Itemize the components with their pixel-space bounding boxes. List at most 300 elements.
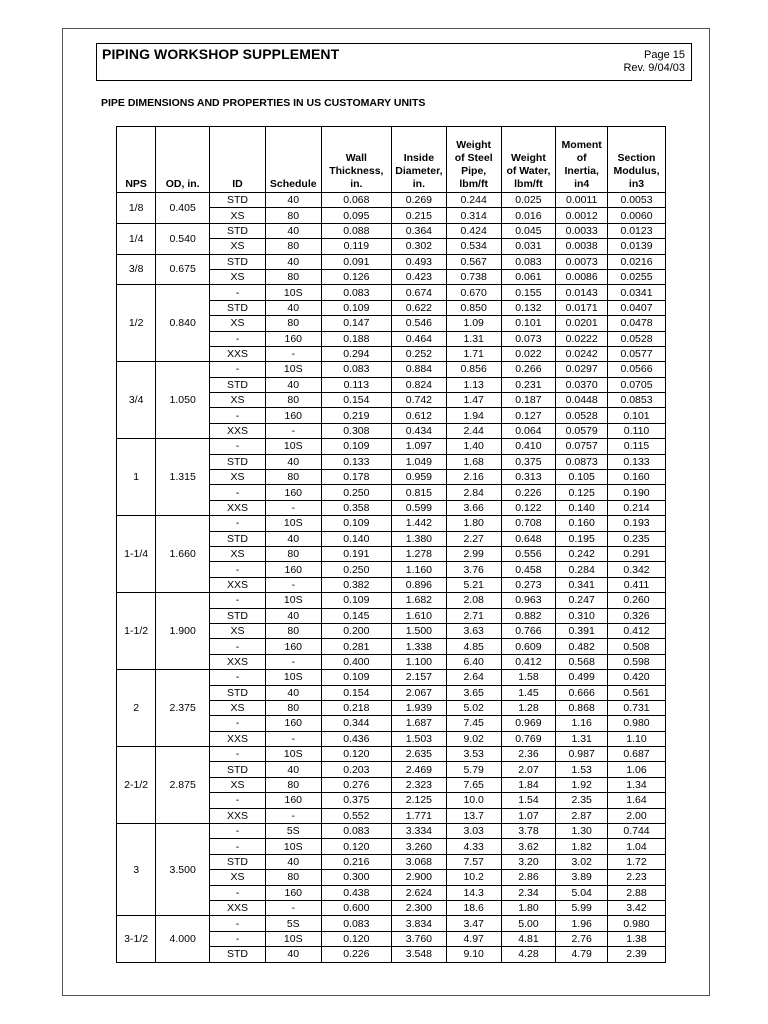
id-cell: - — [210, 516, 266, 531]
schedule-cell: 40 — [265, 854, 321, 869]
schedule-cell: - — [265, 423, 321, 438]
id-cell: XS — [210, 316, 266, 331]
moment-of-inertia-cell: 0.0579 — [556, 423, 608, 438]
inside-diameter-cell: 2.125 — [391, 793, 446, 808]
wall-thickness-cell: 0.375 — [321, 793, 391, 808]
steel-weight-cell: 0.856 — [446, 362, 501, 377]
inside-diameter-cell: 2.300 — [391, 900, 446, 915]
water-weight-cell: 0.127 — [501, 408, 556, 423]
table-row — [117, 285, 666, 300]
section-modulus-cell: 2.00 — [608, 808, 666, 823]
page-info — [623, 49, 685, 75]
moment-of-inertia-cell: 0.499 — [556, 670, 608, 685]
schedule-cell: 10S — [265, 931, 321, 946]
steel-weight-cell: 3.66 — [446, 500, 501, 515]
inside-diameter-cell: 0.464 — [391, 331, 446, 346]
schedule-cell: - — [265, 654, 321, 669]
id-cell: XXS — [210, 346, 266, 361]
section-modulus-cell: 0.412 — [608, 623, 666, 638]
id-cell: XS — [210, 546, 266, 561]
section-modulus-cell: 0.342 — [608, 562, 666, 577]
steel-weight-cell: 3.76 — [446, 562, 501, 577]
id-cell: XXS — [210, 500, 266, 515]
steel-weight-cell: 2.16 — [446, 470, 501, 485]
water-weight-cell: 2.34 — [501, 885, 556, 900]
table-row — [117, 916, 666, 931]
water-weight-cell: 1.58 — [501, 670, 556, 685]
water-weight-cell: 1.80 — [501, 900, 556, 915]
wall-thickness-cell: 0.250 — [321, 485, 391, 500]
od-cell: 0.840 — [156, 285, 210, 362]
inside-diameter-cell: 3.068 — [391, 854, 446, 869]
id-cell: XS — [210, 777, 266, 792]
id-cell: - — [210, 285, 266, 300]
section-modulus-cell: 0.0053 — [608, 193, 666, 208]
id-cell: - — [210, 485, 266, 500]
wall-thickness-cell: 0.083 — [321, 362, 391, 377]
id-cell: - — [210, 439, 266, 454]
steel-weight-cell: 6.40 — [446, 654, 501, 669]
wall-thickness-cell: 0.178 — [321, 470, 391, 485]
section-modulus-cell: 1.38 — [608, 931, 666, 946]
moment-of-inertia-cell: 1.16 — [556, 716, 608, 731]
id-cell: - — [210, 885, 266, 900]
moment-of-inertia-cell: 1.96 — [556, 916, 608, 931]
schedule-cell: 160 — [265, 562, 321, 577]
water-weight-cell: 0.266 — [501, 362, 556, 377]
wall-thickness-cell: 0.300 — [321, 870, 391, 885]
wall-thickness-cell: 0.120 — [321, 931, 391, 946]
section-modulus-cell: 0.508 — [608, 639, 666, 654]
wall-thickness-cell: 0.344 — [321, 716, 391, 731]
id-cell: - — [210, 639, 266, 654]
wall-thickness-cell: 0.119 — [321, 239, 391, 254]
table-row — [117, 362, 666, 377]
table-body — [117, 193, 666, 963]
wall-thickness-cell: 0.200 — [321, 623, 391, 638]
id-cell: STD — [210, 454, 266, 469]
steel-weight-cell: 13.7 — [446, 808, 501, 823]
section-modulus-cell: 0.598 — [608, 654, 666, 669]
wall-thickness-cell: 0.145 — [321, 608, 391, 623]
schedule-cell: 10S — [265, 516, 321, 531]
inside-diameter-cell: 2.635 — [391, 747, 446, 762]
steel-weight-cell: 10.0 — [446, 793, 501, 808]
section-modulus-cell: 0.0577 — [608, 346, 666, 361]
id-cell: STD — [210, 854, 266, 869]
od-cell: 2.375 — [156, 670, 210, 747]
od-cell: 4.000 — [156, 916, 210, 962]
od-cell: 1.315 — [156, 439, 210, 516]
id-cell: - — [210, 408, 266, 423]
column-header: Schedule — [265, 127, 321, 193]
schedule-cell: 160 — [265, 885, 321, 900]
od-cell: 0.405 — [156, 193, 210, 224]
inside-diameter-cell: 1.610 — [391, 608, 446, 623]
wall-thickness-cell: 0.083 — [321, 916, 391, 931]
schedule-cell: 80 — [265, 393, 321, 408]
wall-thickness-cell: 0.216 — [321, 854, 391, 869]
water-weight-cell: 0.031 — [501, 239, 556, 254]
inside-diameter-cell: 0.815 — [391, 485, 446, 500]
moment-of-inertia-cell: 0.0757 — [556, 439, 608, 454]
column-header: ID — [210, 127, 266, 193]
water-weight-cell: 0.766 — [501, 623, 556, 638]
steel-weight-cell: 1.40 — [446, 439, 501, 454]
od-cell: 1.660 — [156, 516, 210, 593]
wall-thickness-cell: 0.436 — [321, 731, 391, 746]
steel-weight-cell: 5.02 — [446, 700, 501, 715]
schedule-cell: 80 — [265, 546, 321, 561]
steel-weight-cell: 4.33 — [446, 839, 501, 854]
steel-weight-cell: 0.534 — [446, 239, 501, 254]
table-row — [117, 747, 666, 762]
section-modulus-cell: 0.110 — [608, 423, 666, 438]
water-weight-cell: 0.273 — [501, 577, 556, 592]
nps-cell: 3/8 — [117, 254, 156, 285]
id-cell: - — [210, 747, 266, 762]
water-weight-cell: 0.969 — [501, 716, 556, 731]
inside-diameter-cell: 0.612 — [391, 408, 446, 423]
inside-diameter-cell: 0.493 — [391, 254, 446, 269]
water-weight-cell: 0.122 — [501, 500, 556, 515]
schedule-cell: 40 — [265, 300, 321, 315]
section-modulus-cell: 2.88 — [608, 885, 666, 900]
inside-diameter-cell: 2.323 — [391, 777, 446, 792]
id-cell: STD — [210, 254, 266, 269]
section-modulus-cell: 0.0139 — [608, 239, 666, 254]
schedule-cell: - — [265, 731, 321, 746]
moment-of-inertia-cell: 0.0012 — [556, 208, 608, 223]
schedule-cell: 160 — [265, 793, 321, 808]
schedule-cell: 10S — [265, 285, 321, 300]
wall-thickness-cell: 0.203 — [321, 762, 391, 777]
id-cell: XXS — [210, 577, 266, 592]
schedule-cell: - — [265, 900, 321, 915]
moment-of-inertia-cell: 1.30 — [556, 824, 608, 839]
section-modulus-cell: 1.06 — [608, 762, 666, 777]
schedule-cell: 40 — [265, 454, 321, 469]
section-modulus-cell: 1.10 — [608, 731, 666, 746]
schedule-cell: 10S — [265, 747, 321, 762]
steel-weight-cell: 0.567 — [446, 254, 501, 269]
water-weight-cell: 0.226 — [501, 485, 556, 500]
id-cell: STD — [210, 193, 266, 208]
id-cell: - — [210, 839, 266, 854]
pipe-properties-table — [116, 126, 666, 963]
wall-thickness-cell: 0.109 — [321, 516, 391, 531]
steel-weight-cell: 0.738 — [446, 269, 501, 284]
inside-diameter-cell: 0.824 — [391, 377, 446, 392]
inside-diameter-cell: 0.423 — [391, 269, 446, 284]
section-modulus-cell: 0.133 — [608, 454, 666, 469]
steel-weight-cell: 1.47 — [446, 393, 501, 408]
water-weight-cell: 0.231 — [501, 377, 556, 392]
moment-of-inertia-cell: 0.125 — [556, 485, 608, 500]
inside-diameter-cell: 3.760 — [391, 931, 446, 946]
wall-thickness-cell: 0.091 — [321, 254, 391, 269]
wall-thickness-cell: 0.218 — [321, 700, 391, 715]
wall-thickness-cell: 0.382 — [321, 577, 391, 592]
water-weight-cell: 2.86 — [501, 870, 556, 885]
nps-cell: 1-1/4 — [117, 516, 156, 593]
water-weight-cell: 2.07 — [501, 762, 556, 777]
id-cell: - — [210, 362, 266, 377]
inside-diameter-cell: 2.157 — [391, 670, 446, 685]
steel-weight-cell: 2.44 — [446, 423, 501, 438]
nps-cell: 1/2 — [117, 285, 156, 362]
inside-diameter-cell: 0.252 — [391, 346, 446, 361]
water-weight-cell: 0.458 — [501, 562, 556, 577]
steel-weight-cell: 0.670 — [446, 285, 501, 300]
nps-cell: 2-1/2 — [117, 747, 156, 824]
id-cell: XS — [210, 870, 266, 885]
column-header: Wall Thickness, in. — [321, 127, 391, 193]
inside-diameter-cell: 1.100 — [391, 654, 446, 669]
section-modulus-cell: 0.411 — [608, 577, 666, 592]
id-cell: XS — [210, 239, 266, 254]
steel-weight-cell: 7.57 — [446, 854, 501, 869]
water-weight-cell: 0.412 — [501, 654, 556, 669]
id-cell: XS — [210, 393, 266, 408]
wall-thickness-cell: 0.400 — [321, 654, 391, 669]
nps-cell: 1 — [117, 439, 156, 516]
section-modulus-cell: 0.420 — [608, 670, 666, 685]
id-cell: XS — [210, 623, 266, 638]
section-modulus-cell: 0.0341 — [608, 285, 666, 300]
moment-of-inertia-cell: 0.160 — [556, 516, 608, 531]
moment-of-inertia-cell: 1.53 — [556, 762, 608, 777]
id-cell: XS — [210, 269, 266, 284]
schedule-cell: 80 — [265, 239, 321, 254]
steel-weight-cell: 5.21 — [446, 577, 501, 592]
inside-diameter-cell: 1.380 — [391, 531, 446, 546]
table-header-row — [117, 127, 666, 193]
inside-diameter-cell: 0.269 — [391, 193, 446, 208]
wall-thickness-cell: 0.113 — [321, 377, 391, 392]
table-row — [117, 439, 666, 454]
water-weight-cell: 0.083 — [501, 254, 556, 269]
section-modulus-cell: 0.980 — [608, 716, 666, 731]
inside-diameter-cell: 1.097 — [391, 439, 446, 454]
water-weight-cell: 1.84 — [501, 777, 556, 792]
column-header: Section Modulus, in3 — [608, 127, 666, 193]
od-cell: 3.500 — [156, 824, 210, 916]
moment-of-inertia-cell: 0.284 — [556, 562, 608, 577]
water-weight-cell: 0.064 — [501, 423, 556, 438]
wall-thickness-cell: 0.250 — [321, 562, 391, 577]
table-row — [117, 670, 666, 685]
section-modulus-cell: 1.72 — [608, 854, 666, 869]
inside-diameter-cell: 1.160 — [391, 562, 446, 577]
inside-diameter-cell: 0.599 — [391, 500, 446, 515]
steel-weight-cell: 5.79 — [446, 762, 501, 777]
moment-of-inertia-cell: 0.0222 — [556, 331, 608, 346]
moment-of-inertia-cell: 0.0370 — [556, 377, 608, 392]
steel-weight-cell: 7.45 — [446, 716, 501, 731]
steel-weight-cell: 9.02 — [446, 731, 501, 746]
inside-diameter-cell: 3.260 — [391, 839, 446, 854]
moment-of-inertia-cell: 0.0038 — [556, 239, 608, 254]
section-modulus-cell: 0.214 — [608, 500, 666, 515]
moment-of-inertia-cell: 0.0073 — [556, 254, 608, 269]
wall-thickness-cell: 0.109 — [321, 439, 391, 454]
moment-of-inertia-cell: 0.987 — [556, 747, 608, 762]
water-weight-cell: 0.313 — [501, 470, 556, 485]
inside-diameter-cell: 0.215 — [391, 208, 446, 223]
moment-of-inertia-cell: 0.0873 — [556, 454, 608, 469]
id-cell: - — [210, 716, 266, 731]
steel-weight-cell: 4.97 — [446, 931, 501, 946]
inside-diameter-cell: 3.334 — [391, 824, 446, 839]
inside-diameter-cell: 2.900 — [391, 870, 446, 885]
schedule-cell: 40 — [265, 193, 321, 208]
column-header: Inside Diameter, in. — [391, 127, 446, 193]
od-cell: 1.900 — [156, 593, 210, 670]
id-cell: XXS — [210, 423, 266, 438]
wall-thickness-cell: 0.276 — [321, 777, 391, 792]
schedule-cell: 80 — [265, 470, 321, 485]
steel-weight-cell: 14.3 — [446, 885, 501, 900]
water-weight-cell: 0.155 — [501, 285, 556, 300]
inside-diameter-cell: 0.364 — [391, 223, 446, 238]
inside-diameter-cell: 1.500 — [391, 623, 446, 638]
moment-of-inertia-cell: 5.99 — [556, 900, 608, 915]
steel-weight-cell: 0.424 — [446, 223, 501, 238]
section-modulus-cell: 0.687 — [608, 747, 666, 762]
nps-cell: 1/4 — [117, 223, 156, 254]
schedule-cell: 80 — [265, 700, 321, 715]
steel-weight-cell: 7.65 — [446, 777, 501, 792]
water-weight-cell: 2.36 — [501, 747, 556, 762]
id-cell: STD — [210, 223, 266, 238]
section-modulus-cell: 2.23 — [608, 870, 666, 885]
schedule-cell: 40 — [265, 685, 321, 700]
schedule-cell: - — [265, 577, 321, 592]
id-cell: XS — [210, 700, 266, 715]
schedule-cell: 40 — [265, 608, 321, 623]
section-modulus-cell: 0.235 — [608, 531, 666, 546]
section-modulus-cell: 0.0255 — [608, 269, 666, 284]
wall-thickness-cell: 0.219 — [321, 408, 391, 423]
steel-weight-cell: 1.80 — [446, 516, 501, 531]
section-modulus-cell: 0.0407 — [608, 300, 666, 315]
inside-diameter-cell: 0.622 — [391, 300, 446, 315]
wall-thickness-cell: 0.294 — [321, 346, 391, 361]
section-modulus-cell: 0.115 — [608, 439, 666, 454]
id-cell: - — [210, 824, 266, 839]
column-header: Moment of Inertia, in4 — [556, 127, 608, 193]
inside-diameter-cell: 1.682 — [391, 593, 446, 608]
steel-weight-cell: 10.2 — [446, 870, 501, 885]
water-weight-cell: 3.20 — [501, 854, 556, 869]
steel-weight-cell: 1.09 — [446, 316, 501, 331]
document-header — [96, 43, 692, 81]
section-modulus-cell: 0.0123 — [608, 223, 666, 238]
inside-diameter-cell: 0.302 — [391, 239, 446, 254]
water-weight-cell: 0.556 — [501, 546, 556, 561]
moment-of-inertia-cell: 0.105 — [556, 470, 608, 485]
table-row — [117, 593, 666, 608]
moment-of-inertia-cell: 0.0528 — [556, 408, 608, 423]
moment-of-inertia-cell: 1.31 — [556, 731, 608, 746]
inside-diameter-cell: 1.278 — [391, 546, 446, 561]
section-modulus-cell: 0.731 — [608, 700, 666, 715]
schedule-cell: 40 — [265, 762, 321, 777]
wall-thickness-cell: 0.088 — [321, 223, 391, 238]
water-weight-cell: 4.28 — [501, 947, 556, 962]
od-cell: 2.875 — [156, 747, 210, 824]
schedule-cell: 40 — [265, 223, 321, 238]
steel-weight-cell: 18.6 — [446, 900, 501, 915]
section-modulus-cell: 2.39 — [608, 947, 666, 962]
water-weight-cell: 0.609 — [501, 639, 556, 654]
water-weight-cell: 0.708 — [501, 516, 556, 531]
moment-of-inertia-cell: 0.341 — [556, 577, 608, 592]
wall-thickness-cell: 0.109 — [321, 593, 391, 608]
schedule-cell: 80 — [265, 208, 321, 223]
nps-cell: 3-1/2 — [117, 916, 156, 962]
id-cell: XXS — [210, 900, 266, 915]
wall-thickness-cell: 0.109 — [321, 300, 391, 315]
od-cell: 0.540 — [156, 223, 210, 254]
schedule-cell: 40 — [265, 531, 321, 546]
moment-of-inertia-cell: 5.04 — [556, 885, 608, 900]
inside-diameter-cell: 0.896 — [391, 577, 446, 592]
moment-of-inertia-cell: 4.79 — [556, 947, 608, 962]
steel-weight-cell: 3.65 — [446, 685, 501, 700]
water-weight-cell: 0.022 — [501, 346, 556, 361]
od-cell: 1.050 — [156, 362, 210, 439]
water-weight-cell: 3.62 — [501, 839, 556, 854]
steel-weight-cell: 3.03 — [446, 824, 501, 839]
wall-thickness-cell: 0.095 — [321, 208, 391, 223]
steel-weight-cell: 1.71 — [446, 346, 501, 361]
wall-thickness-cell: 0.133 — [321, 454, 391, 469]
steel-weight-cell: 1.31 — [446, 331, 501, 346]
steel-weight-cell: 1.68 — [446, 454, 501, 469]
schedule-cell: 10S — [265, 670, 321, 685]
moment-of-inertia-cell: 2.35 — [556, 793, 608, 808]
nps-cell: 1-1/2 — [117, 593, 156, 670]
inside-diameter-cell: 3.834 — [391, 916, 446, 931]
nps-cell: 3 — [117, 824, 156, 916]
steel-weight-cell: 3.53 — [446, 747, 501, 762]
section-modulus-cell: 0.101 — [608, 408, 666, 423]
inside-diameter-cell: 1.771 — [391, 808, 446, 823]
nps-cell: 3/4 — [117, 362, 156, 439]
water-weight-cell: 1.07 — [501, 808, 556, 823]
wall-thickness-cell: 0.438 — [321, 885, 391, 900]
id-cell: XS — [210, 470, 266, 485]
table-row — [117, 223, 666, 238]
inside-diameter-cell: 3.548 — [391, 947, 446, 962]
steel-weight-cell: 2.64 — [446, 670, 501, 685]
schedule-cell: 160 — [265, 639, 321, 654]
inside-diameter-cell: 1.503 — [391, 731, 446, 746]
inside-diameter-cell: 0.959 — [391, 470, 446, 485]
section-modulus-cell: 0.326 — [608, 608, 666, 623]
schedule-cell: 160 — [265, 716, 321, 731]
nps-cell: 2 — [117, 670, 156, 747]
id-cell: XXS — [210, 731, 266, 746]
revision-date: Rev. 9/04/03 — [623, 62, 685, 74]
water-weight-cell: 1.28 — [501, 700, 556, 715]
schedule-cell: - — [265, 500, 321, 515]
steel-weight-cell: 2.27 — [446, 531, 501, 546]
id-cell: STD — [210, 300, 266, 315]
nps-cell: 1/8 — [117, 193, 156, 224]
